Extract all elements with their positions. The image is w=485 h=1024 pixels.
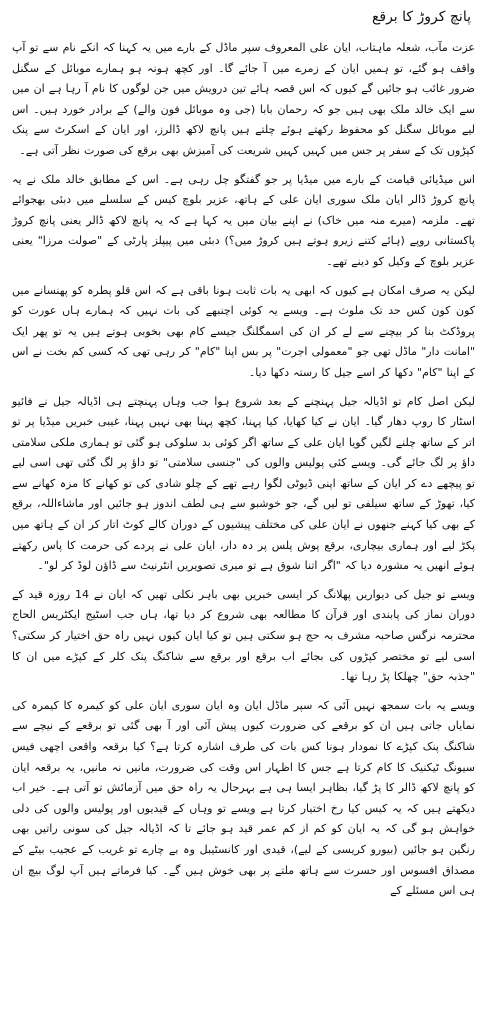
article-paragraph-3: لیکن یہ صرف امکان ہے کیوں کہ ابھی یہ بات ثابت ہونا باقی ہے کہ اس قلو پطرہ کو پھنسانے میں کون کون کس حد تک ملوث ہے۔ ویسے یہ کوئی اچنبھے کی بات نہیں کہ ہمارے ہاں عورت کو پروڈکٹ بنا کر بیچنے سے لے کر ان کی اسمگلنگ جیسے کام بھی بخوبی ہوتے ہیں یہ تو پھر ایک "امانت دار" ماڈل تھی جو "معمولی اجرت" پر بس اپنا "کام" کر رہی تھی کہ کسی کم بخت نے اس کے اپنا "کام" دکھا کر اسے جیل کا رستہ دکھا دیا۔ bbox=[12, 283, 475, 379]
article-paragraph-4: لیکن اصل کام تو اڈیالہ جیل پہنچنے کے بعد شروع ہوا جب وہاں پہنچتے ہی اڈیالہ جیل نے فائیو اسٹار کا روپ دھار گیا۔ ایان نے کیا کھایا، کیا پہنا، کچھ پہنا بھی نہیں پہنا، غیبی خبریں میڈیا پر تو اتر کے ساتھ چلنے لگیں گویا ایان علی کے ساتھ اگر کوئی بد سلوکی ہو گئی تو ہماری ملکی سلامتی داؤ پر لگ جائے گی۔ ویسے کئی پولیس والوں کی "جنسی سلامتی" تو داؤ پر لگ گئی تھی اسی لیے تو پیچھے دے کر ایان کے ساتھ اپنی ڈیوٹی لگوا رہے تھے کے چلو شادی کی تو کھانے کا مزہ کھانے سے کیا، تھوڑ کے ساتھ سیلفی تو لیں گے، جو خوشبو سے ہی لطف اندوز ہو جائیں اور ماشاءاللہ، برقع کے بھی کیا کہنے جنھوں نے ایان علی کی مختلف پیشیوں کے دوران کالے کوٹ اتار کر ان کے ہاتھ میں پکڑ لیے اور ہماری بیچاری، برقع پوش پلس پر دہ دار، ایان علی نے پردے کی حرمت کا پاس رکھتے ہوئے انھیں یہ مشورہ دیا کہ "اگر اتنا شوق ہے تو میری تصویریں انٹرنیٹ سے ڈاؤن لوڈ کر لو"۔ bbox=[12, 394, 475, 573]
article-paragraph-5: ویسے تو جیل کی دیواریں پھلانگ کر ایسی خبریں بھی باہر نکلی تھیں کہ ایان نے 14 روزہ قید کے دوران نماز کی پابندی اور قرآن کا مطالعہ بھی شروع کر دیا تھا، ہاں جب اسٹیج ایکٹریس الحاج محترمہ نرگس صاحبہ مشرف بہ حج ہو سکتی ہیں تو کیا ایان کیوں نہیں راہ حق اختیار کر سکتی؟ اسی لیے تو مختصر کپڑوں کی بجائے اب برقع اور برقع سے شاکنگ پنک کلر کے کپڑے میں ان کا "جذبہ حق" چھلکا پڑ رہا تھا۔ bbox=[12, 587, 475, 684]
article-paragraph-1: عزت مآب، شعلہ ماہتاب، ایان علی المعروف سپر ماڈل کے بارے میں یہ کہنا کہ انکے نام سے تو آپ واقف ہو گئے، تو ہمیں ایان کے زمرے میں آ جائے گا۔ اور کچھ ہونہ ہو ہمارے موبائل کے سگنل ضرور غائب ہو جائیں گے کیوں کہ اس قصہ ہائے تین درویش میں جن لوگوں کا نام آ رہا ہے ان میں سے ایک خالد ملک بھی ہیں جو کہ رحمان بابا (جی وہ موبائل فون والے) کے برادر خورد ہیں۔ اس لیے موبائل سگنل کو محفوظ رکھتے ہوئے چلتے ہیں پانچ لاکھ ڈالرز، اور ایان کے اسکرٹ سے پنک کپڑوں تک کے سفر پر جس میں کہیں کہیں شریعت کی آمیزش بھی برقع کی صورت نظر آتی ہے۔ bbox=[12, 41, 475, 157]
article-title: پانچ کروڑ کا برقع bbox=[371, 9, 471, 25]
article-paragraph-2: اس میڈیائی قیامت کے بارے میں میڈیا پر جو گفتگو چل رہی ہے۔ اس کے مطابق خالد ملک نے یہ پانچ کروڑ ڈالر ایان ملک سوری ایان علی کے ہاتھ، عزیر بلوچ کیس کے سلسلے میں دبئی بھجوائے تھے۔ ملزمہ (میرے منہ میں خاک) نے اپنے بیان میں یہ کہا ہے کہ یہ پانچ لاکھ ڈالر یعنی پانچ کروڑ پاکستانی روپے (ہائے کتنے زیرو ہوتے ہیں کروڑ میں؟) دبئی میں پیپلز پارٹی کے "صولت مرزا" یعنی عزیر بلوچ کے وکیل کو دینے تھے۔ bbox=[12, 172, 475, 268]
article-paragraph-6: ویسے یہ بات سمجھ نہیں آئی کہ سپر ماڈل ایان وہ ایان سوری ایان علی کو کیمرہ کا کیمرہ کی نمایاں جاتی ہیں ان کو برقعے کی ضرورت کیوں پیش آئی اور آ بھی گئی تو برقعے کے نیچے سے شاکنگ پنک کپڑے کا نمودار ہونا کس بات کی طرف اشارہ کرتا ہے؟ کیا برقعہ واقعی اچھی فیس سیونگ ٹیکنیک کا کام کرتا ہے جس کا اظہار اس وقت کی ضرورت، مانیں نہ مانیں، یہ برقعہ ایان کو پانچ لاکھ ڈالر کا پڑ گیا، بظاہر ایسا ہی ہے بہرحال یہ راہ حق میں آزمائش تو آتی ہے۔ خیر اب دیکھتے ہیں کہ یہ کیس کیا رخ اختیار کرتا ہے ویسے تو وہاں کے قیدیوں اور پولیس والوں کی دلی خواہش ہو گی کہ یہ ایان کو کم از کم عمر قید ہو جائے تا کہ اڈیالہ جیل کی سونی راتیں بھی رنگین ہو جائیں (بیورو کریسی کے لیے)، قیدی اور کانسٹیبل وہ بے چارے تو غریب کے عجیب بیٹے کے مصداق افسوس اور حسرت سے ہاتھ ملتے پر بھی خوش ہیں گے۔ کیا فرماتے ہیں آپ لوگ بیچ ان ہی اس مسئلے کے bbox=[12, 698, 475, 898]
